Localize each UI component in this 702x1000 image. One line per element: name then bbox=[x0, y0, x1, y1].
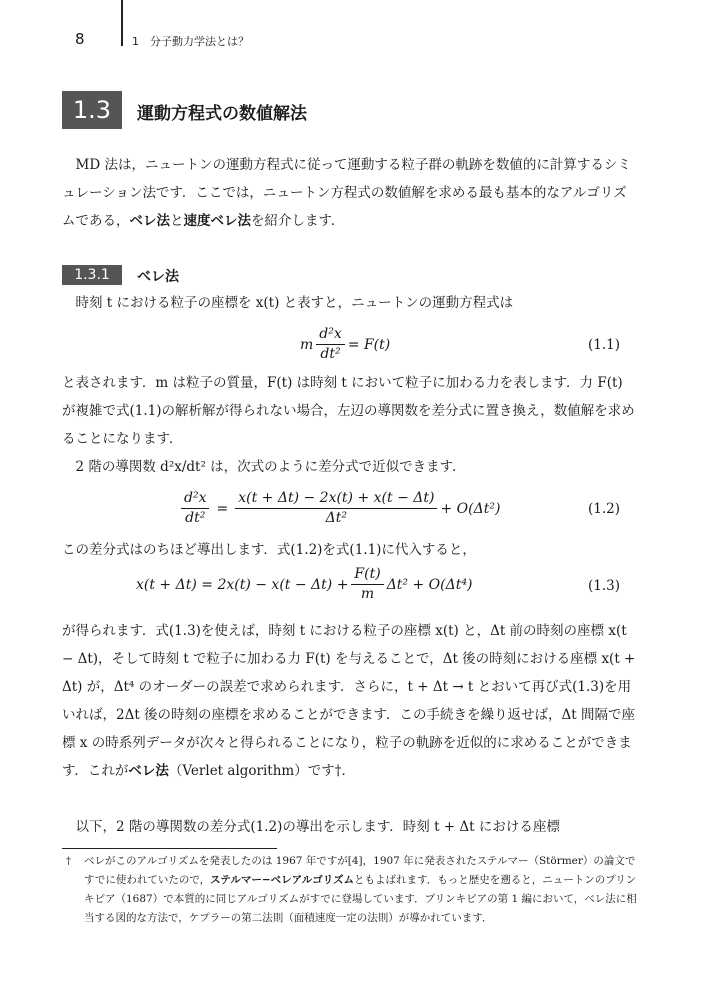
subsection-title: ベレ法 bbox=[137, 269, 179, 285]
eq3-denominator: m bbox=[360, 586, 375, 602]
section-title: 運動方程式の数値解法 bbox=[137, 104, 307, 124]
eq1-fraction bbox=[316, 326, 344, 363]
equation-label-1-3: (1.3) bbox=[588, 578, 621, 594]
footnote bbox=[84, 852, 640, 928]
equation-label-1-2: (1.2) bbox=[588, 501, 621, 517]
page-number: 8 bbox=[75, 30, 85, 48]
eq1-mass: m bbox=[300, 336, 314, 353]
running-head: 1 分子動力学法とは？ bbox=[132, 35, 249, 48]
paragraph-1: 時刻 t における粒子の座標を x(t) と表すと，ニュートンの運動方程式は bbox=[75, 295, 514, 311]
eq2-rhs-numerator: x(t + Δt) − 2x(t) + x(t − Δt) bbox=[235, 490, 437, 509]
intro-and: と bbox=[170, 213, 184, 229]
footnote-end: ともよばれます．もっと歴史を遡ると，ニュートンのプリンキピア（1687）で本質的に同じアルゴリズムがすでに登場しています．プリンキピアの第 1 編において，ベレ法に相当する図的な方法で，ケプラーの第二法則（面積速度一定の法則）が導かれています． bbox=[84, 874, 637, 924]
term-verlet: ベレ法 bbox=[129, 213, 170, 229]
intro-paragraph bbox=[62, 151, 640, 235]
paragraph-2: と表されます．m は粒子の質量，F(t) は時刻 t において粒子に加わる力を表します．力 F(t) が複雑で式(1.1)の解析解が得られない場合，左辺の導関数を差分式に置き換え，数値解を求めることになります． bbox=[62, 375, 635, 447]
eq2-lhs-denominator: dt² bbox=[185, 510, 206, 526]
paragraph-3: 2 階の導関数 d²x/dt² は，次式のように差分式で近似できます． bbox=[75, 459, 466, 475]
eq2-lhs-numerator: d²x bbox=[181, 490, 209, 509]
equation-1-1 bbox=[300, 326, 390, 363]
header-divider bbox=[121, 0, 123, 46]
eq3-tail: Δt² + O(Δt⁴) bbox=[386, 576, 473, 593]
footnote-mark: † bbox=[66, 856, 71, 867]
eq2-tail: + O(Δt²) bbox=[440, 500, 501, 517]
eq2-rhs-fraction bbox=[235, 490, 437, 527]
eq3-fraction bbox=[351, 566, 383, 603]
eq1-denominator: dt² bbox=[320, 346, 341, 362]
term-verlet-method: ベレ法 bbox=[128, 763, 169, 779]
eq3-lhs: x(t + Δt) = 2x(t) − x(t − Δt) + bbox=[136, 576, 349, 593]
paragraph-6: 以下，2 階の導関数の差分式(1.2)の導出を示します．時刻 t + Δt における座標 bbox=[75, 819, 560, 835]
eq1-numerator: d²x bbox=[316, 326, 344, 345]
equation-1-2 bbox=[178, 490, 500, 527]
equation-1-3 bbox=[136, 566, 472, 603]
eq2-equals: = bbox=[216, 500, 229, 517]
term-velocity-verlet: 速度ベレ法 bbox=[183, 213, 251, 229]
footnote-divider bbox=[62, 848, 277, 849]
paragraph-4: この差分式はのちほど導出します．式(1.2)を式(1.1)に代入すると， bbox=[62, 542, 476, 558]
eq2-lhs-fraction bbox=[181, 490, 209, 527]
intro-text: MD 法は，ニュートンの運動方程式に従って運動する粒子群の軌跡を数値的に計算するシミュレーション法です．ここでは，ニュートン方程式の数値解を求める最も基本的なアルゴリズムである， bbox=[62, 157, 631, 229]
footnote-text: ベレがこのアルゴリズムを発表したのは 1967 年ですが[4]，1907 年に発表されたステルマー（Störmer）の論文ですでに使われていたので， bbox=[84, 855, 636, 886]
eq3-numerator: F(t) bbox=[351, 566, 383, 585]
subsection-number-badge: 1.3.1 bbox=[62, 265, 122, 285]
term-stormer-verlet: ステルマー−ベレアルゴリズム bbox=[210, 874, 355, 886]
paragraph-5 bbox=[62, 617, 640, 785]
eq2-rhs-denominator: Δt² bbox=[325, 510, 348, 526]
p5-end: （Verlet algorithm）です†． bbox=[168, 763, 355, 779]
p5-text: が得られます．式(1.3)を使えば，時刻 t における粒子の座標 x(t) と，Δt 前の時刻の座標 x(t − Δt)，そして時刻 t で粒子に加わる力 F(t) を与えることで，Δt 後の時刻における座標 x(t + Δt) が，Δt⁴ のオーダーの誤差で求められます．さらに，t + Δt → t とおいて再び式(1.3)を用いれば，2Δt 後の時刻の座標を求めることができます．この手続きを繰り返せば，Δt 間隔で座標 x の時系列データが次々と得られることになり，粒子の軌跡を近似的に求めることができます．これが bbox=[62, 623, 636, 779]
equation-label-1-1: (1.1) bbox=[588, 337, 621, 353]
section-number-badge: 1.3 bbox=[62, 91, 122, 129]
intro-end: を紹介します． bbox=[251, 213, 345, 229]
eq1-rhs: = F(t) bbox=[347, 336, 391, 353]
